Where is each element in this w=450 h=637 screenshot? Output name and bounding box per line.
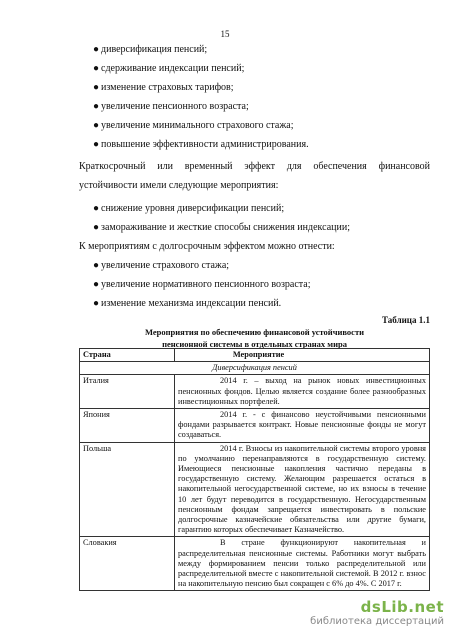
list-item: ● изменение страховых тарифов;	[93, 78, 309, 97]
bullet-icon: ●	[93, 82, 100, 93]
watermark-brand: dsLib.net	[360, 598, 444, 616]
cell-measure: В стране функционируют накопительная и распределительная пенсионные системы. Работники могут выбрать между формированием пенсии только распределительной или распределительной вместе с накопительной системой. В 2012 г. взнос на накопительную пенсию был сокращен с 6% до 4%. С 2017 г.	[175, 537, 430, 591]
paragraph-long-term: К мероприятиям с долгосрочным эффектом можно отнести:	[79, 241, 335, 252]
header-country: Страна	[80, 349, 175, 362]
table-label: Таблица 1.1	[382, 315, 430, 325]
bullet-icon: ●	[93, 120, 100, 131]
table-title: Мероприятия по обеспечению финансовой устойчивости пенсионной системы в отдельных странах мира	[144, 327, 365, 349]
list-item: ● увеличение страхового стажа;	[93, 256, 311, 275]
list-item: ● сдерживание индексации пенсий;	[93, 59, 309, 78]
measures-table	[79, 348, 430, 591]
table-row	[80, 537, 430, 591]
bullet-list-long-term	[93, 256, 311, 313]
bullet-icon: ●	[93, 139, 100, 150]
cell-measure: 2014 г. – выход на рынок новых инвестиционных пенсионных фондов. Целью является создание более разнообразных инвестиционных портфелей.	[175, 375, 430, 409]
cell-country: Италия	[80, 375, 175, 409]
list-item: ● увеличение минимального страхового стажа;	[93, 116, 309, 135]
table-subheader-row	[80, 362, 430, 375]
cell-measure: 2014 г. Взносы из накопительной системы второго уровня по умолчанию перенаправляются в государственную систему. Имеющиеся пенсионные накопления частично переданы в государственную систему. Желающим разрешается остаться в накопительной негосударственной системе, но их взносы в течение 10 лет будут переводится в государственную. Негосударственным пенсионным фондам запрещается инвестировать в польские долгосрочные казначейские обязательства или другие бумаги, гарантию которых обеспечивает Казначейство.	[175, 442, 430, 537]
bullet-icon: ●	[93, 260, 100, 271]
paragraph-short-term: Краткосрочный или временный эффект для обеспечения финансовой устойчивости имели следующие мероприятия:	[79, 161, 430, 191]
cell-country: Словакия	[80, 537, 175, 591]
bullet-icon: ●	[93, 101, 100, 112]
list-item: ● увеличение нормативного пенсионного возраста;	[93, 275, 311, 294]
bullet-icon: ●	[93, 279, 100, 290]
subheader-diversification: Диверсификация пенсий	[80, 362, 430, 375]
bullet-icon: ●	[93, 44, 100, 55]
list-item: ● изменение механизма индексации пенсий.	[93, 294, 311, 313]
list-item: ● увеличение пенсионного возраста;	[93, 97, 309, 116]
cell-country: Польша	[80, 442, 175, 537]
list-item: ● повышение эффективности администрирования.	[93, 135, 309, 154]
bullet-icon: ●	[93, 203, 100, 214]
page-number: 15	[220, 29, 230, 39]
bullet-icon: ●	[93, 298, 100, 309]
table-row	[80, 409, 430, 443]
list-item: ● замораживание и жесткие способы снижения индексации;	[93, 218, 350, 237]
cell-measure: 2014 г. - с финансово неустойчивыми пенсионными фондами разрывается контракт. Новые пенсионные фонды не могут создаваться.	[175, 409, 430, 443]
watermark	[310, 598, 444, 627]
bullet-icon: ●	[93, 63, 100, 74]
header-measure: Мероприятие	[175, 349, 430, 362]
table-row	[80, 442, 430, 537]
list-item: ● диверсификация пенсий;	[93, 40, 309, 59]
bullet-icon: ●	[93, 222, 100, 233]
watermark-subtitle: библиотека диссертаций	[310, 616, 444, 627]
bullet-list-factors	[93, 40, 309, 154]
table-row	[80, 375, 430, 409]
cell-country: Япония	[80, 409, 175, 443]
table-header-row	[80, 349, 430, 362]
list-item: ● снижение уровня диверсификации пенсий;	[93, 199, 350, 218]
bullet-list-short-term	[93, 199, 350, 237]
